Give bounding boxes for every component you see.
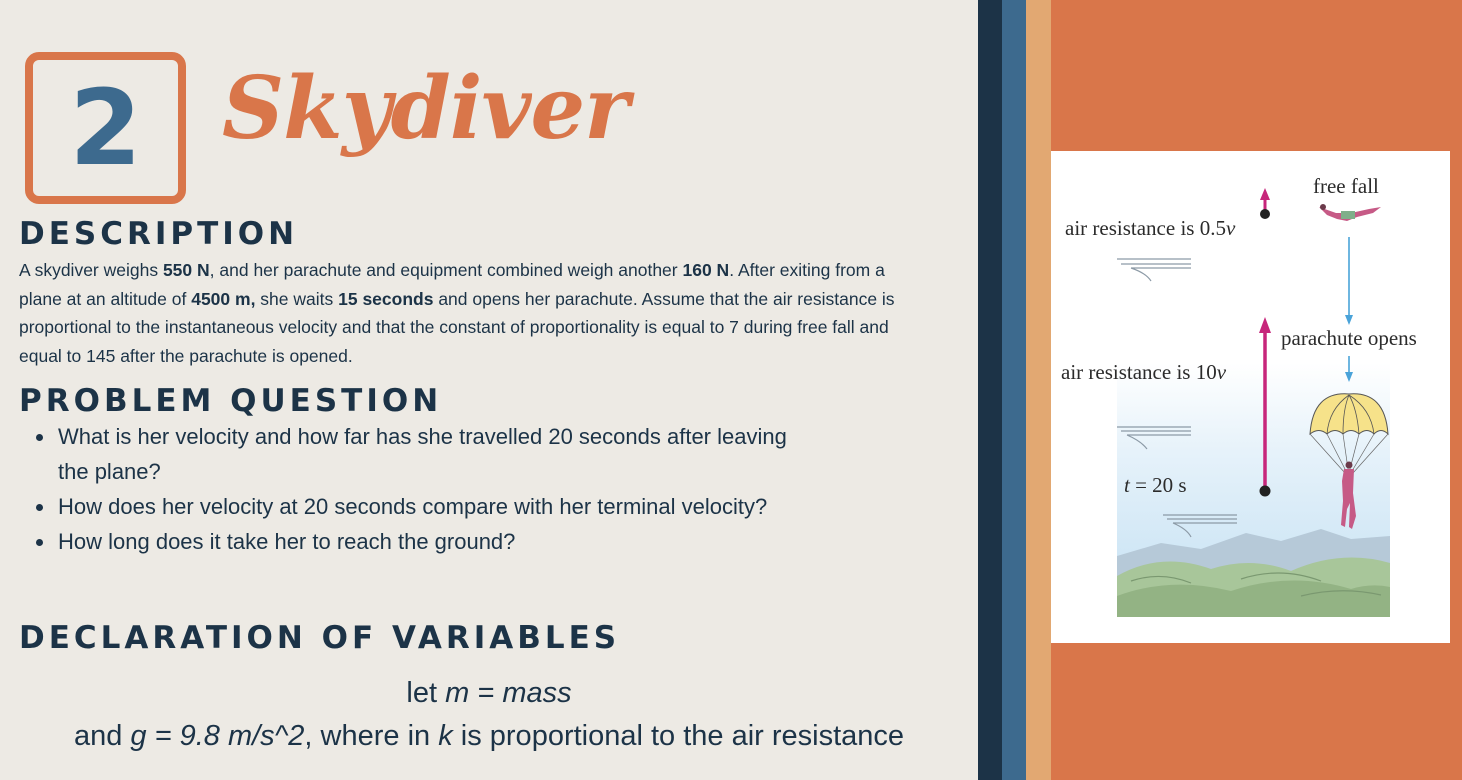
fall-direction-arrow: [1345, 237, 1353, 325]
skydiver-figure: [1051, 151, 1450, 643]
section-number-badge: [25, 52, 186, 204]
page-title: Skydiver: [222, 58, 629, 159]
question-list: [58, 419, 818, 559]
skydiver-illustration: [1051, 151, 1450, 643]
description-run: . After exiting from a plane at an altitude of: [19, 260, 885, 309]
description-emphasis: 4500 m,: [191, 288, 256, 309]
question-item: How long does it take her to reach the ground?: [58, 524, 818, 559]
label-time: t = 20 s: [1124, 473, 1187, 497]
label-parachute-opens: parachute opens: [1281, 326, 1417, 350]
decorative-stripe-tan: [1026, 0, 1051, 780]
label-free-fall: free fall: [1313, 174, 1379, 198]
freefall-skydiver-icon: [1319, 204, 1381, 221]
section-number: 2: [69, 67, 142, 189]
description-run: she waits: [255, 288, 339, 309]
description-text: [19, 256, 899, 370]
description-emphasis: 550 N: [162, 260, 210, 280]
decorative-stripe-navy: [978, 0, 1002, 780]
description-run: and opens her parachute. Assume that the air resistance is proportional to the instantaneous velocity and that the constant of proportionality is equal to 7 during free fall and equal to 145 after the parachute is opened.: [19, 288, 895, 366]
description-emphasis: 160 N: [682, 260, 730, 280]
question-item: How does her velocity at 20 seconds compare with her terminal velocity?: [58, 489, 818, 524]
description-run: A skydiver weighs: [19, 260, 163, 280]
decorative-stripe-blue: [1002, 0, 1026, 780]
problem-question-heading: PROBLEM QUESTION: [19, 383, 443, 419]
declaration-heading: DECLARATION OF VARIABLES: [19, 620, 621, 656]
question-item: What is her velocity and how far has she travelled 20 seconds after leaving the plane?: [58, 419, 818, 489]
description-heading: DESCRIPTION: [19, 216, 299, 252]
variable-definition-mass: let m = mass: [406, 677, 572, 709]
label-air-resistance-large: air resistance is 10v: [1061, 360, 1227, 384]
variable-definition-gravity: and g = 9.8 m/s^2, where in k is proportional to the air resistance: [73, 720, 905, 752]
description-emphasis: 15 seconds: [338, 288, 434, 309]
air-resistance-arrow-small: [1260, 188, 1270, 219]
label-air-resistance-small: air resistance is 0.5v: [1065, 216, 1236, 240]
description-run: , and her parachute and equipment combined weigh another: [209, 260, 683, 280]
